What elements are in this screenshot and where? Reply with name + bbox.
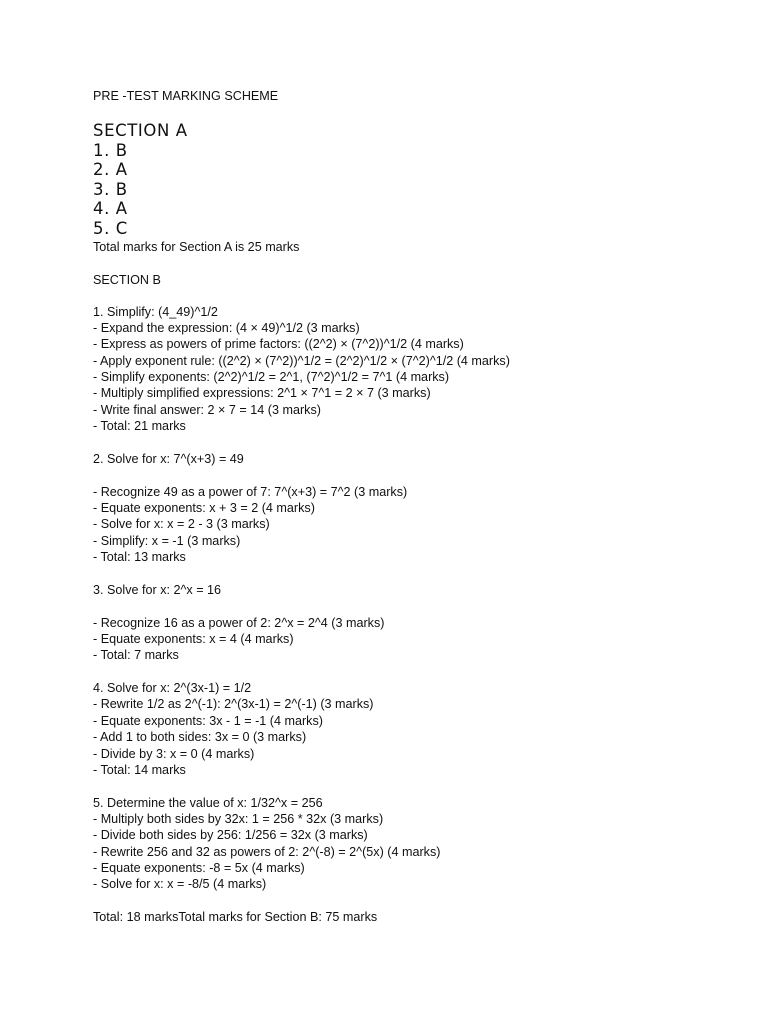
section-a-answer-4: 4. A	[93, 199, 128, 218]
q1-step: - Apply exponent rule: ((2^2) × (7^2))^1/2 = (2^2)^1/2 × (7^2)^1/2 (4 marks)	[93, 354, 510, 368]
document-title: PRE -TEST MARKING SCHEME	[93, 89, 279, 103]
q2-total: - Total: 13 marks	[93, 550, 186, 564]
q2-step: - Simplify: x = -1 (3 marks)	[93, 534, 241, 548]
q3-step: - Recognize 16 as a power of 2: 2^x = 2^4 (3 marks)	[93, 616, 385, 630]
q2-step: - Solve for x: x = 2 - 3 (3 marks)	[93, 517, 270, 531]
section-a-answer-3: 3. B	[93, 179, 128, 199]
q5-step: - Equate exponents: -8 = 5x (4 marks)	[93, 861, 305, 875]
question-1: 1. Simplify: (4_49)^1/2	[93, 305, 218, 319]
q1-step: - Expand the expression: (4 × 49)^1/2 (3 marks)	[93, 321, 360, 335]
question-3: 3. Solve for x: 2^x = 16	[93, 583, 222, 597]
q4-step: - Rewrite 1/2 as 2^(-1): 2^(3x-1) = 2^(-1) (3 marks)	[93, 697, 374, 711]
q4-step: - Divide by 3: x = 0 (4 marks)	[93, 747, 255, 761]
q2-step: - Recognize 49 as a power of 7: 7^(x+3) = 7^2 (3 marks)	[93, 485, 408, 499]
q1-step: - Write final answer: 2 × 7 = 14 (3 marks)	[93, 403, 321, 417]
q5-step: - Divide both sides by 256: 1/256 = 32x (3 marks)	[93, 828, 368, 842]
q3-step: - Equate exponents: x = 4 (4 marks)	[93, 632, 294, 646]
section-a-answer-5: 5. C	[93, 218, 128, 238]
q4-total: - Total: 14 marks	[93, 763, 186, 777]
q5-step: - Solve for x: x = -8/5 (4 marks)	[93, 877, 267, 891]
q1-step: - Express as powers of prime factors: ((2^2) × (7^2))^1/2 (4 marks)	[93, 337, 464, 351]
q1-total: - Total: 21 marks	[93, 419, 186, 433]
section-b-total: Total: 18 marksTotal marks for Section B: 75 marks	[93, 910, 378, 924]
question-5: 5. Determine the value of x: 1/32^x = 256	[93, 796, 323, 810]
q1-step: - Simplify exponents: (2^2)^1/2 = 2^1, (7^2)^1/2 = 7^1 (4 marks)	[93, 370, 450, 384]
section-a-total: Total marks for Section A is 25 marks	[93, 240, 300, 254]
q1-step: - Multiply simplified expressions: 2^1 × 7^1 = 2 × 7 (3 marks)	[93, 386, 431, 400]
question-4: 4. Solve for x: 2^(3x-1) = 1/2	[93, 681, 252, 695]
q2-step: - Equate exponents: x + 3 = 2 (4 marks)	[93, 501, 315, 515]
q3-total: - Total: 7 marks	[93, 648, 179, 662]
q5-step: - Multiply both sides by 32x: 1 = 256 * 32x (3 marks)	[93, 812, 384, 826]
question-2: 2. Solve for x: 7^(x+3) = 49	[93, 452, 244, 466]
section-a-heading: SECTION A	[93, 121, 188, 140]
q4-step: - Add 1 to both sides: 3x = 0 (3 marks)	[93, 730, 307, 744]
q4-step: - Equate exponents: 3x - 1 = -1 (4 marks)	[93, 714, 323, 728]
section-a-answer-1: 1. B	[93, 140, 128, 160]
section-b-heading: SECTION B	[93, 273, 161, 287]
q5-step: - Rewrite 256 and 32 as powers of 2: 2^(-8) = 2^(5x) (4 marks)	[93, 845, 441, 859]
section-a-answer-2: 2. A	[93, 160, 128, 179]
